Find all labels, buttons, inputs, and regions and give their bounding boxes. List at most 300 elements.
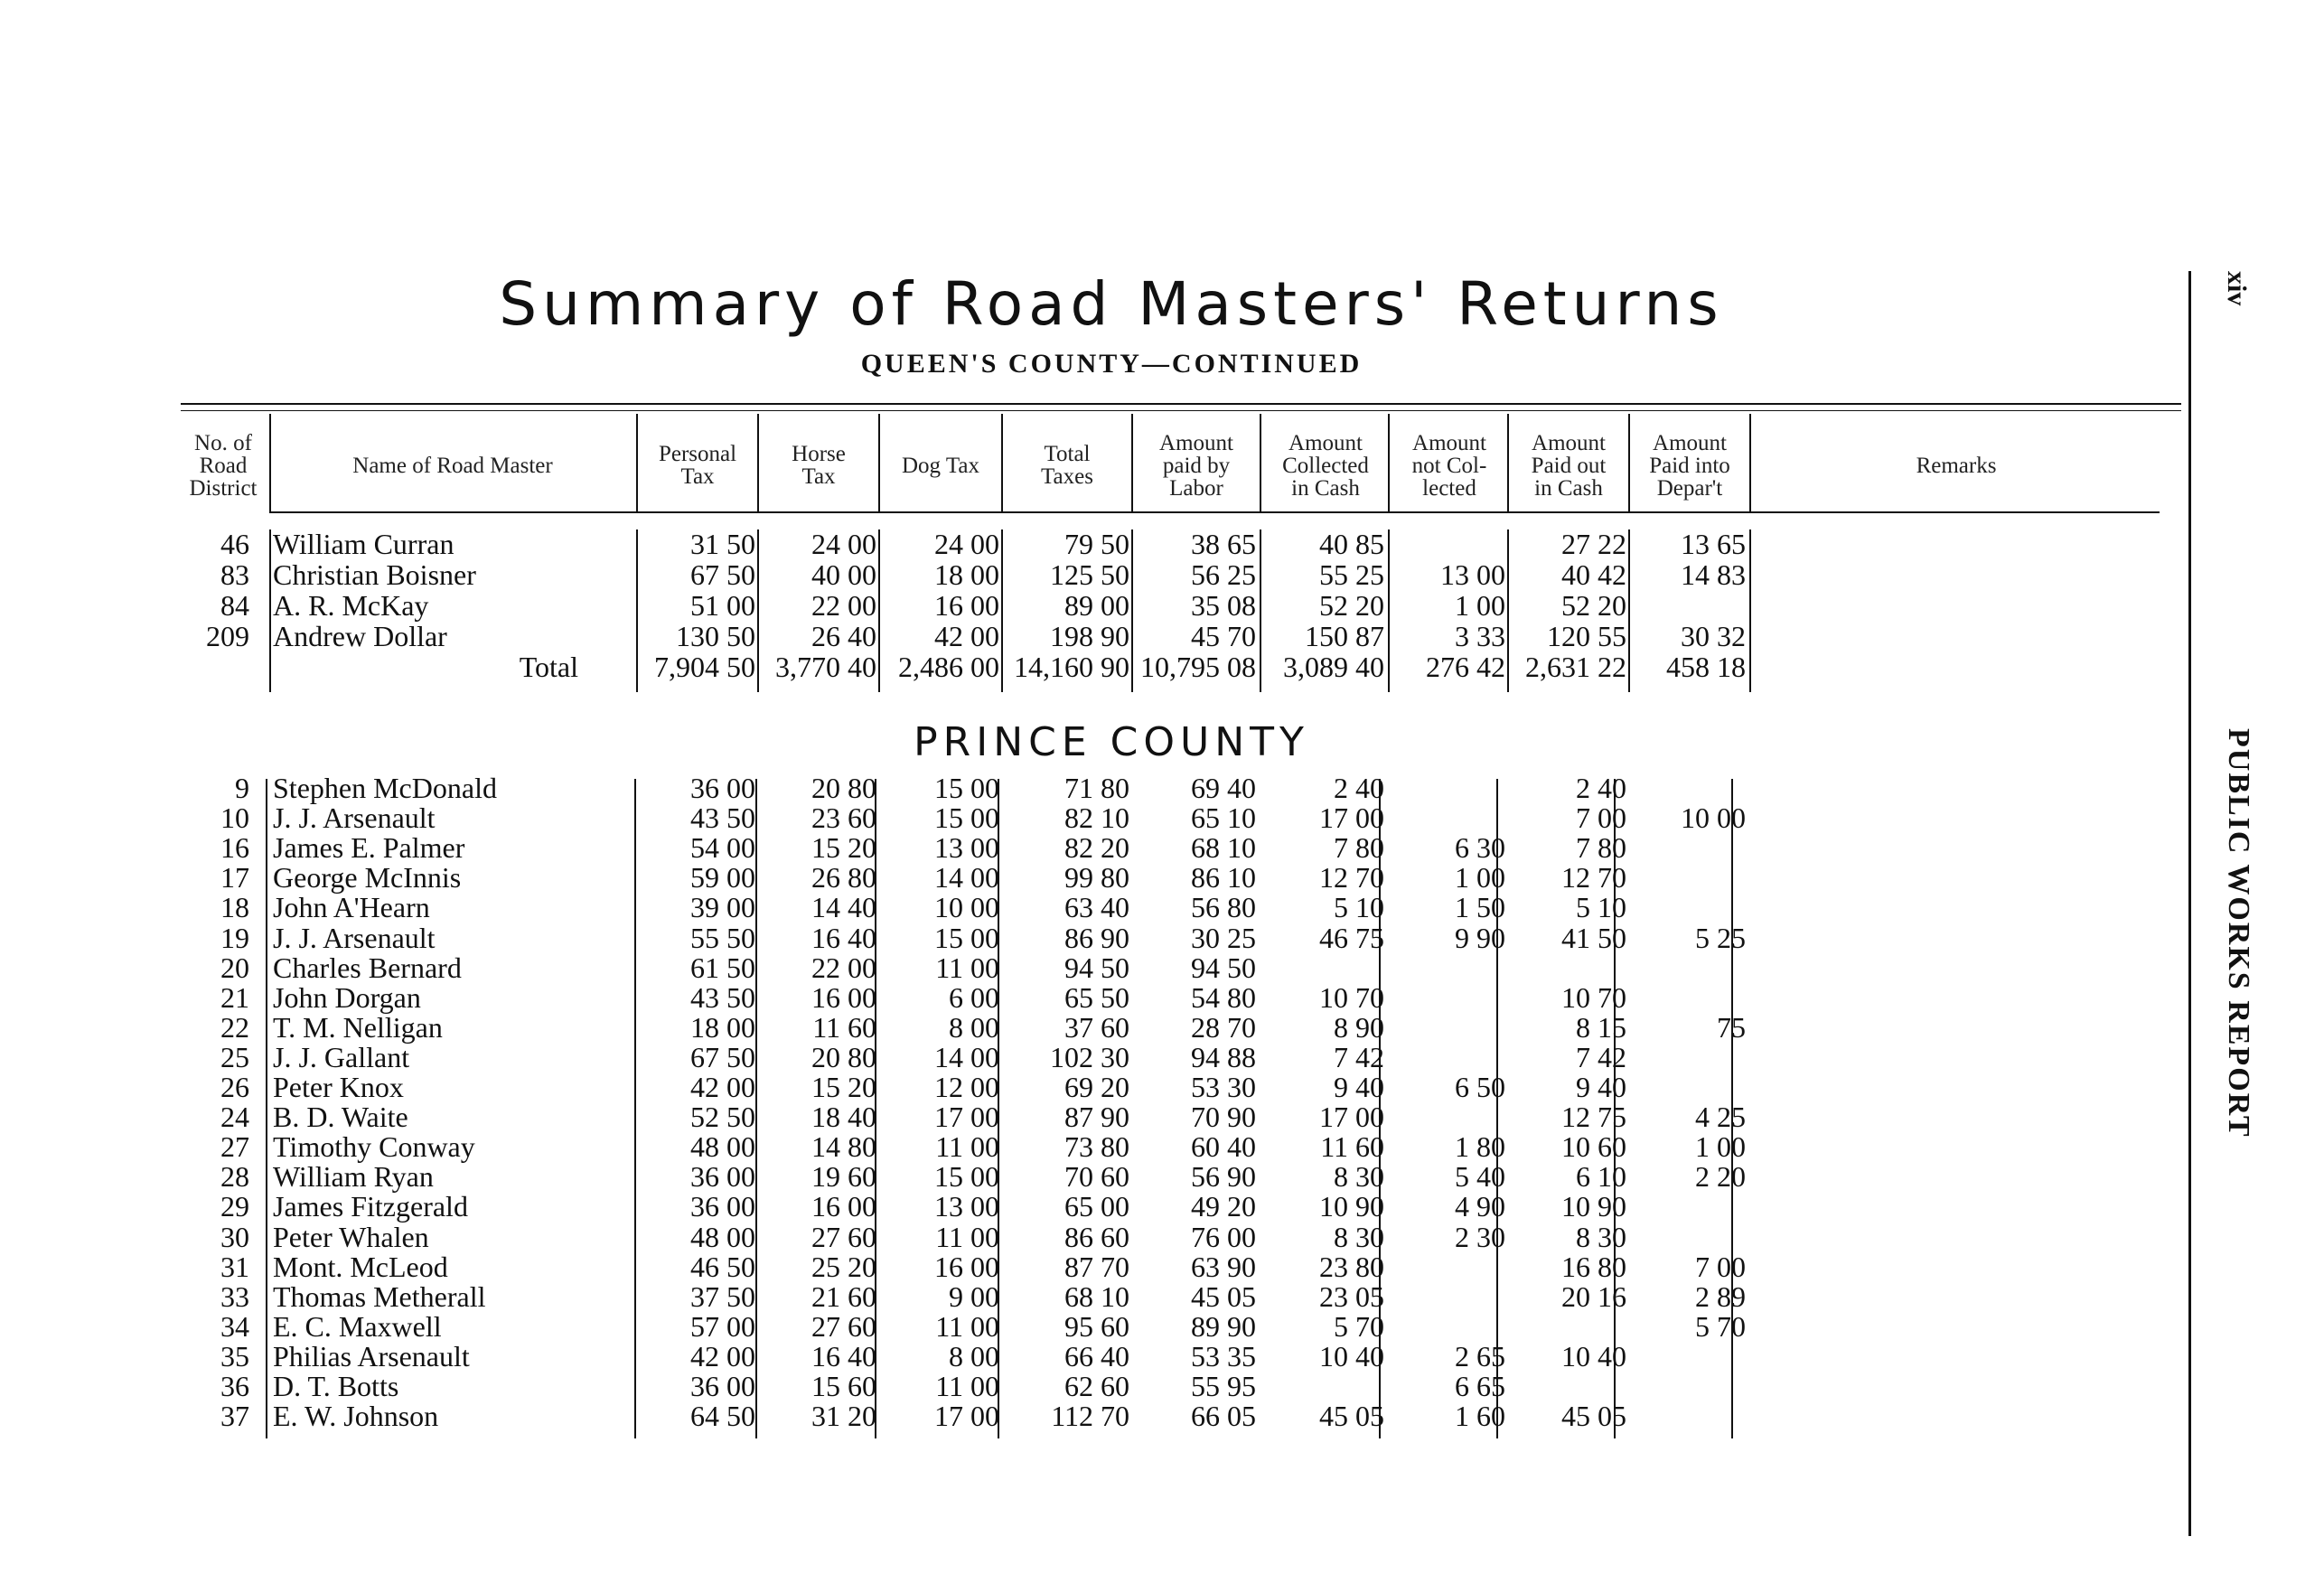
cell-h: 16 40 xyxy=(811,921,876,954)
cell-p: 36 00 xyxy=(690,1160,755,1194)
cell-g: 11 00 xyxy=(935,1309,999,1343)
cell-l: 45 70 xyxy=(1191,620,1256,652)
cell-d: 19 xyxy=(220,921,249,954)
cell-p: 36 00 xyxy=(690,1370,755,1402)
cell-h: 14 40 xyxy=(811,891,876,924)
cell-c: 150 87 xyxy=(1305,620,1384,652)
cell-l: 68 10 xyxy=(1191,831,1256,865)
cell-g: 10 00 xyxy=(934,891,999,924)
cell-l: 55 95 xyxy=(1191,1370,1256,1402)
cell-c: 3,089 40 xyxy=(1283,651,1384,683)
cell-g: 11 00 xyxy=(935,1220,999,1253)
cell-l: 60 40 xyxy=(1191,1130,1256,1164)
cell-t: 95 60 xyxy=(1064,1309,1129,1343)
column-rule xyxy=(878,414,880,513)
cell-c: 7 80 xyxy=(1334,831,1384,865)
cell-g: 16 00 xyxy=(934,589,999,622)
cell-g: 9 00 xyxy=(949,1279,999,1313)
cell-c: 12 70 xyxy=(1319,861,1384,895)
cell-n: J. J. Arsenault xyxy=(273,801,436,835)
cell-c: 55 25 xyxy=(1319,558,1384,591)
cell-d: 21 xyxy=(220,980,249,1014)
cell-p: 130 50 xyxy=(676,620,755,652)
cell-n: D. T. Botts xyxy=(273,1370,399,1402)
cell-d: 46 xyxy=(220,528,249,560)
cell-d: 34 xyxy=(220,1309,249,1343)
cell-g: 13 00 xyxy=(934,831,999,865)
column-rule xyxy=(1749,529,1751,692)
cell-p: 61 50 xyxy=(690,951,755,984)
cell-dp: 4 25 xyxy=(1695,1101,1746,1134)
column-rule xyxy=(1388,414,1390,513)
cell-l: 94 88 xyxy=(1191,1040,1256,1073)
cell-n: James Fitzgerald xyxy=(273,1190,468,1223)
cell-l: 56 25 xyxy=(1191,558,1256,591)
cell-o: 10 90 xyxy=(1561,1190,1626,1223)
header-depart xyxy=(1630,432,1749,500)
cell-p: 54 00 xyxy=(690,831,755,865)
cell-d: 35 xyxy=(220,1339,249,1373)
cell-p: 37 50 xyxy=(690,1279,755,1313)
cell-o: 27 22 xyxy=(1561,528,1626,560)
cell-g: 2,486 00 xyxy=(898,651,999,683)
cell-n: William Curran xyxy=(273,528,454,560)
cell-h: 21 60 xyxy=(811,1279,876,1313)
cell-g: 11 00 xyxy=(935,951,999,984)
column-rule xyxy=(269,529,271,692)
cell-t: 68 10 xyxy=(1064,1279,1129,1313)
cell-t: 112 70 xyxy=(1051,1400,1129,1433)
cell-n: William Ryan xyxy=(273,1160,434,1194)
prince-county-heading: PRINCE COUNTY xyxy=(914,719,1309,765)
right-edge-rule xyxy=(2188,271,2191,1536)
cell-n: A. R. McKay xyxy=(273,589,429,622)
cell-d: 25 xyxy=(220,1040,249,1073)
table-top-rule-2 xyxy=(181,410,2181,411)
cell-o: 8 30 xyxy=(1576,1220,1626,1253)
cell-p: 43 50 xyxy=(690,801,755,835)
header-line: paid by xyxy=(1162,453,1231,478)
cell-u: 6 65 xyxy=(1455,1370,1505,1402)
cell-o: 16 80 xyxy=(1561,1250,1626,1283)
cell-p: 52 50 xyxy=(690,1101,755,1134)
cell-u: 4 90 xyxy=(1455,1190,1505,1223)
cell-n: E. C. Maxwell xyxy=(273,1309,442,1343)
column-rule xyxy=(1507,414,1509,513)
cell-c: 17 00 xyxy=(1319,801,1384,835)
cell-u: 2 30 xyxy=(1455,1220,1505,1253)
cell-o: 40 42 xyxy=(1561,558,1626,591)
cell-o: 9 40 xyxy=(1576,1071,1626,1103)
column-rule xyxy=(755,779,757,1438)
cell-p: 48 00 xyxy=(690,1130,755,1164)
cell-o: 20 16 xyxy=(1561,1279,1626,1313)
column-rule xyxy=(266,779,267,1438)
cell-n: Christian Boisner xyxy=(273,558,476,591)
cell-o: 10 60 xyxy=(1561,1130,1626,1164)
cell-c: 23 80 xyxy=(1319,1250,1384,1283)
cell-l: 56 80 xyxy=(1191,891,1256,924)
cell-n: T. M. Nelligan xyxy=(273,1010,443,1044)
cell-d: 84 xyxy=(220,589,249,622)
cell-h: 24 00 xyxy=(811,528,876,560)
cell-l: 53 30 xyxy=(1191,1071,1256,1103)
header-line: Tax xyxy=(801,464,836,489)
cell-p: 67 50 xyxy=(690,1040,755,1073)
cell-t: 62 60 xyxy=(1064,1370,1129,1402)
cell-g: 13 00 xyxy=(934,1190,999,1223)
cell-h: 27 60 xyxy=(811,1309,876,1343)
header-paidout xyxy=(1509,432,1628,500)
cell-l: 49 20 xyxy=(1191,1190,1256,1223)
column-rule xyxy=(1628,414,1630,513)
header-line: Paid out xyxy=(1531,453,1607,478)
cell-c: 7 42 xyxy=(1334,1040,1384,1073)
cell-n: John Dorgan xyxy=(273,980,421,1014)
cell-c: 52 20 xyxy=(1319,589,1384,622)
cell-t: 86 60 xyxy=(1064,1220,1129,1253)
cell-o: 10 40 xyxy=(1561,1339,1626,1373)
cell-n: E. W. Johnson xyxy=(273,1400,439,1433)
header-line: No. of xyxy=(194,430,252,455)
cell-o: 5 10 xyxy=(1576,891,1626,924)
cell-u: 2 65 xyxy=(1455,1339,1505,1373)
page-title: Summary of Road Masters' Returns xyxy=(499,269,1724,339)
cell-c: 46 75 xyxy=(1319,921,1384,954)
cell-h: 27 60 xyxy=(811,1220,876,1253)
header-line: lected xyxy=(1422,475,1476,501)
cell-p: 64 50 xyxy=(690,1400,755,1433)
cell-u: 1 80 xyxy=(1455,1130,1505,1164)
cell-n: B. D. Waite xyxy=(273,1101,408,1134)
cell-l: 94 50 xyxy=(1191,951,1256,984)
cell-g: 15 00 xyxy=(934,1160,999,1194)
cell-l: 89 90 xyxy=(1191,1309,1256,1343)
header-line: Total xyxy=(1044,442,1091,466)
header-line: Amount xyxy=(1159,430,1233,455)
cell-h: 14 80 xyxy=(811,1130,876,1164)
cell-g: 17 00 xyxy=(934,1101,999,1134)
header-line: Dog Tax xyxy=(902,453,979,478)
cell-n: J. J. Gallant xyxy=(273,1040,410,1073)
header-dog xyxy=(880,454,1001,477)
column-rule xyxy=(1388,529,1390,692)
cell-h: 11 60 xyxy=(812,1010,876,1044)
cell-d: 29 xyxy=(220,1190,249,1223)
column-rule xyxy=(757,414,759,513)
header-line: Tax xyxy=(680,464,715,489)
cell-p: 36 00 xyxy=(690,1190,755,1223)
cell-dp: 10 00 xyxy=(1681,801,1746,835)
cell-l: 65 10 xyxy=(1191,801,1256,835)
cell-h: 31 20 xyxy=(811,1400,876,1433)
cell-u: 9 90 xyxy=(1455,921,1505,954)
cell-u: 6 50 xyxy=(1455,1071,1505,1103)
cell-t: 89 00 xyxy=(1064,589,1129,622)
cell-g: 11 00 xyxy=(935,1130,999,1164)
cell-h: 16 00 xyxy=(811,980,876,1014)
cell-t: 66 40 xyxy=(1064,1339,1129,1373)
table-top-rule xyxy=(181,403,2181,405)
cell-t: 82 20 xyxy=(1064,831,1129,865)
column-rule xyxy=(1260,414,1261,513)
cell-g: 16 00 xyxy=(934,1250,999,1283)
cell-c: 10 40 xyxy=(1319,1339,1384,1373)
header-line: Taxes xyxy=(1041,464,1093,489)
cell-n: Charles Bernard xyxy=(273,951,462,984)
cell-c: 8 90 xyxy=(1334,1010,1384,1044)
header-line: not Col- xyxy=(1411,453,1487,478)
cell-h: 22 00 xyxy=(811,589,876,622)
cell-p: 42 00 xyxy=(690,1071,755,1103)
cell-c: 9 40 xyxy=(1334,1071,1384,1103)
cell-n: Peter Whalen xyxy=(273,1220,429,1253)
cell-dp: 2 89 xyxy=(1695,1279,1746,1313)
cell-l: 69 40 xyxy=(1191,772,1256,804)
cell-c: 10 90 xyxy=(1319,1190,1384,1223)
cell-h: 16 00 xyxy=(811,1190,876,1223)
cell-o: 7 42 xyxy=(1576,1040,1626,1073)
column-rule xyxy=(1749,414,1751,513)
header-bottom-rule xyxy=(271,511,2160,513)
cell-n: James E. Palmer xyxy=(273,831,465,865)
cell-o: 8 15 xyxy=(1576,1010,1626,1044)
cell-h: 26 40 xyxy=(811,620,876,652)
cell-g: 14 00 xyxy=(934,1040,999,1073)
cell-c: 2 40 xyxy=(1334,772,1384,804)
cell-d: 10 xyxy=(220,801,249,835)
cell-g: 15 00 xyxy=(934,801,999,835)
cell-o: 7 00 xyxy=(1576,801,1626,835)
cell-c: 17 00 xyxy=(1319,1101,1384,1134)
cell-g: 8 00 xyxy=(949,1010,999,1044)
header-line: Horse xyxy=(792,442,846,466)
cell-l: 53 35 xyxy=(1191,1339,1256,1373)
cell-l: 66 05 xyxy=(1191,1400,1256,1433)
cell-c: 40 85 xyxy=(1319,528,1384,560)
cell-l: 38 65 xyxy=(1191,528,1256,560)
cell-l: 86 10 xyxy=(1191,861,1256,895)
cell-d: 37 xyxy=(220,1400,249,1433)
cell-t: 65 00 xyxy=(1064,1190,1129,1223)
cell-t: 102 30 xyxy=(1050,1040,1129,1073)
header-line: Amount xyxy=(1412,430,1486,455)
cell-g: 42 00 xyxy=(934,620,999,652)
cell-d: 9 xyxy=(235,772,249,804)
cell-o: 12 75 xyxy=(1561,1101,1626,1134)
cell-p: 67 50 xyxy=(690,558,755,591)
cell-p: 59 00 xyxy=(690,861,755,895)
header-line: Name of Road Master xyxy=(352,453,553,478)
cell-dp: 458 18 xyxy=(1666,651,1746,683)
cell-g: 14 00 xyxy=(934,861,999,895)
cell-d: 18 xyxy=(220,891,249,924)
cell-dp: 13 65 xyxy=(1681,528,1746,560)
cell-t: 99 80 xyxy=(1064,861,1129,895)
header-notcol xyxy=(1392,432,1507,500)
header-total xyxy=(1003,443,1131,488)
column-rule xyxy=(634,779,636,1438)
cell-dp: 5 25 xyxy=(1695,921,1746,954)
cell-g: 11 00 xyxy=(935,1370,999,1402)
cell-u: 6 30 xyxy=(1455,831,1505,865)
cell-p: 48 00 xyxy=(690,1220,755,1253)
cell-n: George McInnis xyxy=(273,861,462,895)
cell-o: 12 70 xyxy=(1561,861,1626,895)
cell-c: 5 70 xyxy=(1334,1309,1384,1343)
cell-l: 56 90 xyxy=(1191,1160,1256,1194)
cell-g: 6 00 xyxy=(949,980,999,1014)
cell-n: Andrew Dollar xyxy=(273,620,447,652)
cell-o: 7 80 xyxy=(1576,831,1626,865)
cell-g: 18 00 xyxy=(934,558,999,591)
cell-c: 23 05 xyxy=(1319,1279,1384,1313)
cell-n: Peter Knox xyxy=(273,1071,404,1103)
header-line: Personal xyxy=(658,442,737,466)
running-head: PUBLIC WORKS REPORT xyxy=(2222,728,2255,1138)
cell-d: 16 xyxy=(220,831,249,865)
cell-t: 37 60 xyxy=(1064,1010,1129,1044)
cell-u: 276 42 xyxy=(1426,651,1505,683)
cell-h: 23 60 xyxy=(811,801,876,835)
cell-d: 17 xyxy=(220,861,249,895)
header-cash xyxy=(1263,432,1388,500)
cell-t: 70 60 xyxy=(1064,1160,1129,1194)
header-line: Remarks xyxy=(1916,453,1997,478)
cell-h: 15 20 xyxy=(811,831,876,865)
cell-l: 63 90 xyxy=(1191,1250,1256,1283)
cell-n: Total xyxy=(519,651,578,683)
cell-l: 45 05 xyxy=(1191,1279,1256,1313)
header-line: in Cash xyxy=(1534,475,1603,501)
cell-h: 16 40 xyxy=(811,1339,876,1373)
cell-c: 11 60 xyxy=(1320,1130,1384,1164)
header-remarks xyxy=(1753,454,2160,477)
cell-c: 8 30 xyxy=(1334,1160,1384,1194)
cell-n: Stephen McDonald xyxy=(273,772,497,804)
cell-l: 10,795 08 xyxy=(1140,651,1256,683)
cell-h: 3,770 40 xyxy=(775,651,876,683)
cell-g: 12 00 xyxy=(934,1071,999,1103)
cell-u: 3 33 xyxy=(1455,620,1505,652)
cell-d: 209 xyxy=(206,620,249,652)
page-subtitle: QUEEN'S COUNTY—CONTINUED xyxy=(860,349,1363,379)
cell-g: 15 00 xyxy=(934,772,999,804)
cell-u: 13 00 xyxy=(1440,558,1505,591)
cell-t: 94 50 xyxy=(1064,951,1129,984)
cell-o: 6 10 xyxy=(1576,1160,1626,1194)
header-line: Depar't xyxy=(1656,475,1723,501)
header-labor xyxy=(1133,432,1260,500)
cell-d: 33 xyxy=(220,1279,249,1313)
cell-t: 87 70 xyxy=(1064,1250,1129,1283)
cell-l: 30 25 xyxy=(1191,921,1256,954)
cell-t: 14,160 90 xyxy=(1014,651,1129,683)
cell-n: Philias Arsenault xyxy=(273,1339,470,1373)
cell-p: 7,904 50 xyxy=(654,651,755,683)
cell-l: 70 90 xyxy=(1191,1101,1256,1134)
cell-p: 43 50 xyxy=(690,980,755,1014)
cell-n: J. J. Arsenault xyxy=(273,921,436,954)
cell-o: 10 70 xyxy=(1561,980,1626,1014)
cell-h: 19 60 xyxy=(811,1160,876,1194)
cell-h: 18 40 xyxy=(811,1101,876,1134)
page-number: xiv xyxy=(2222,271,2252,306)
column-rule xyxy=(636,414,638,513)
cell-u: 5 40 xyxy=(1455,1160,1505,1194)
cell-d: 27 xyxy=(220,1130,249,1164)
cell-d: 83 xyxy=(220,558,249,591)
cell-h: 22 00 xyxy=(811,951,876,984)
cell-n: Timothy Conway xyxy=(273,1130,475,1164)
cell-p: 39 00 xyxy=(690,891,755,924)
cell-t: 198 90 xyxy=(1050,620,1129,652)
header-line: Paid into xyxy=(1649,453,1730,478)
cell-o: 45 05 xyxy=(1561,1400,1626,1433)
column-rule xyxy=(1260,529,1261,692)
cell-h: 20 80 xyxy=(811,1040,876,1073)
cell-t: 69 20 xyxy=(1064,1071,1129,1103)
cell-p: 46 50 xyxy=(690,1250,755,1283)
cell-d: 22 xyxy=(220,1010,249,1044)
cell-o: 41 50 xyxy=(1561,921,1626,954)
cell-t: 79 50 xyxy=(1064,528,1129,560)
cell-n: Thomas Metherall xyxy=(273,1279,486,1313)
cell-g: 24 00 xyxy=(934,528,999,560)
cell-p: 31 50 xyxy=(690,528,755,560)
cell-d: 26 xyxy=(220,1071,249,1103)
cell-t: 65 50 xyxy=(1064,980,1129,1014)
header-line: Road xyxy=(199,453,248,478)
cell-t: 86 90 xyxy=(1064,921,1129,954)
cell-dp: 1 00 xyxy=(1695,1130,1746,1164)
cell-g: 17 00 xyxy=(934,1400,999,1433)
cell-l: 35 08 xyxy=(1191,589,1256,622)
cell-t: 71 80 xyxy=(1064,772,1129,804)
header-line: District xyxy=(189,475,258,501)
cell-h: 26 80 xyxy=(811,861,876,895)
cell-d: 24 xyxy=(220,1101,249,1134)
cell-l: 28 70 xyxy=(1191,1010,1256,1044)
cell-h: 15 20 xyxy=(811,1071,876,1103)
cell-dp: 14 83 xyxy=(1681,558,1746,591)
cell-h: 20 80 xyxy=(811,772,876,804)
cell-h: 25 20 xyxy=(811,1250,876,1283)
cell-l: 76 00 xyxy=(1191,1220,1256,1253)
cell-n: Mont. McLeod xyxy=(273,1250,448,1283)
cell-t: 73 80 xyxy=(1064,1130,1129,1164)
header-line: Amount xyxy=(1289,430,1363,455)
cell-c: 10 70 xyxy=(1319,980,1384,1014)
cell-c: 8 30 xyxy=(1334,1220,1384,1253)
header-line: in Cash xyxy=(1291,475,1360,501)
cell-o: 2 40 xyxy=(1576,772,1626,804)
cell-u: 1 60 xyxy=(1455,1400,1505,1433)
cell-d: 36 xyxy=(220,1370,249,1402)
cell-dp: 5 70 xyxy=(1695,1309,1746,1343)
header-horse xyxy=(759,443,878,488)
cell-u: 1 00 xyxy=(1455,589,1505,622)
cell-p: 42 00 xyxy=(690,1339,755,1373)
cell-d: 20 xyxy=(220,951,249,984)
cell-u: 1 50 xyxy=(1455,891,1505,924)
cell-dp: 75 xyxy=(1717,1010,1746,1044)
cell-p: 36 00 xyxy=(690,772,755,804)
cell-d: 28 xyxy=(220,1160,249,1194)
header-line: Amount xyxy=(1653,430,1727,455)
cell-o: 52 20 xyxy=(1561,589,1626,622)
cell-t: 87 90 xyxy=(1064,1101,1129,1134)
